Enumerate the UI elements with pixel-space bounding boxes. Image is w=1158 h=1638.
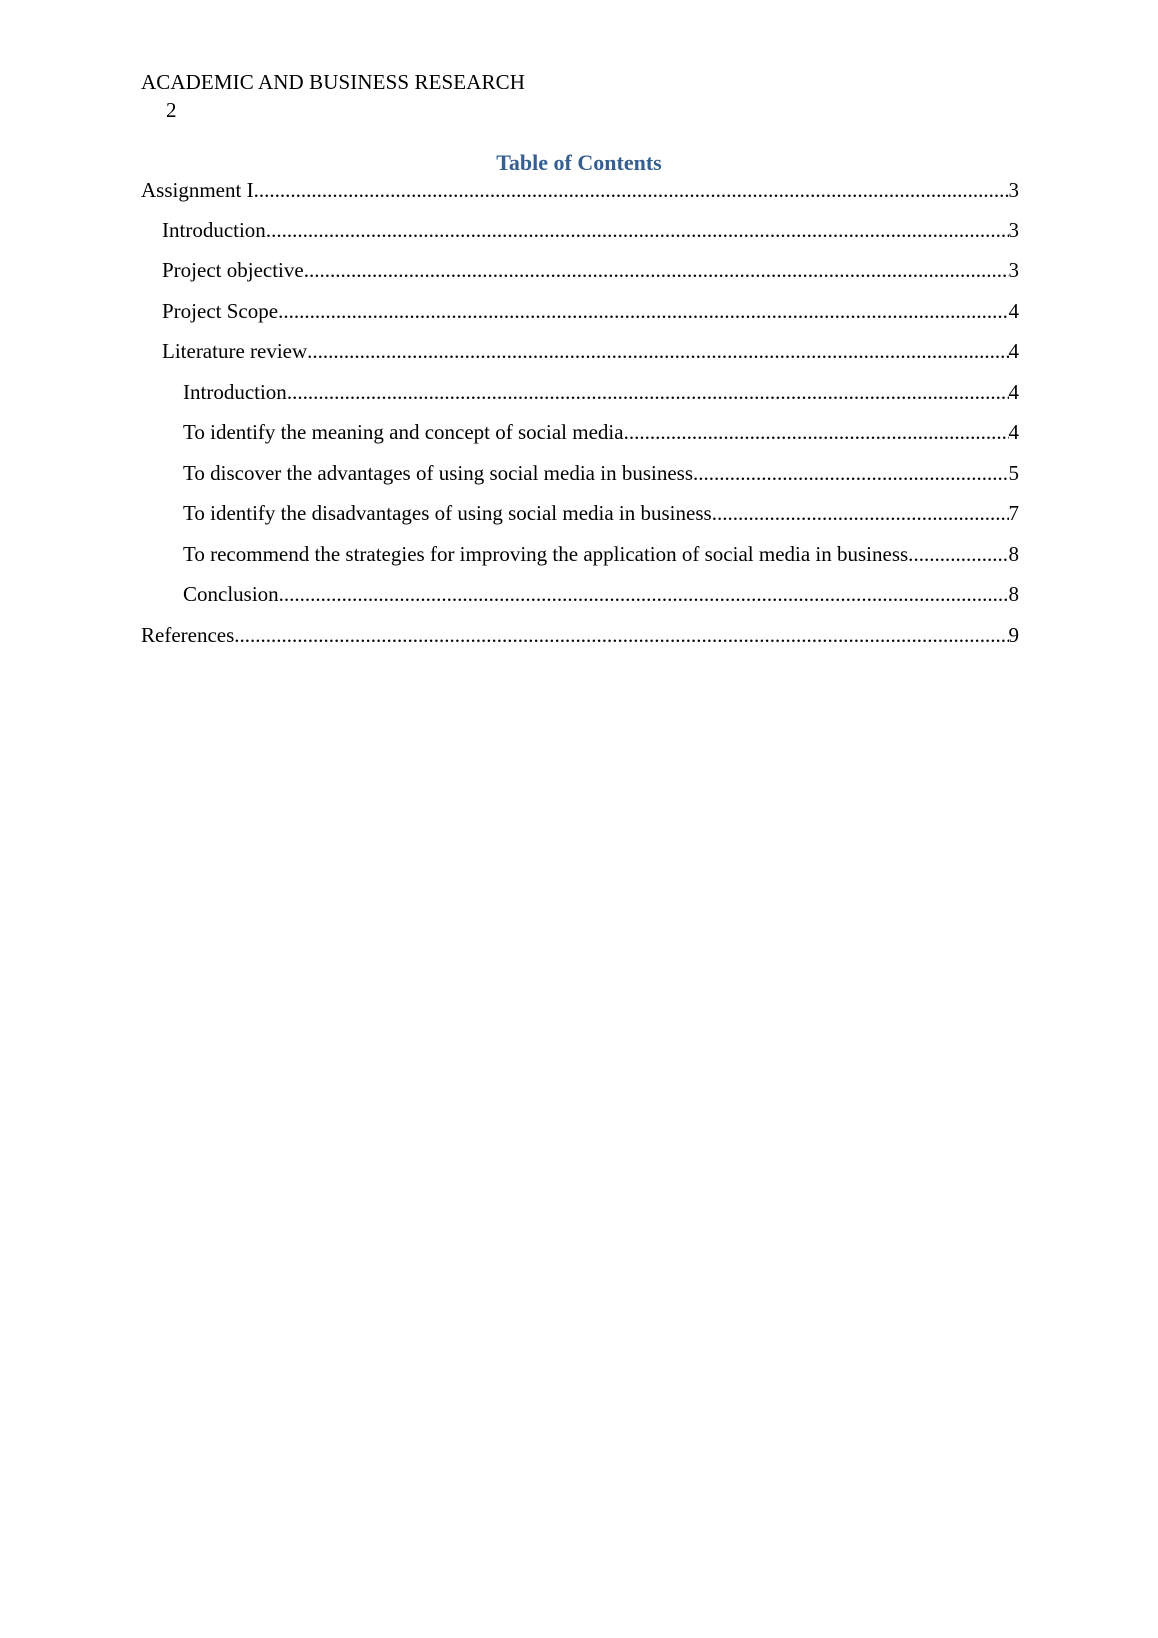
toc-leader-dots	[266, 217, 1009, 243]
toc-entry-advantages[interactable]	[183, 460, 1019, 486]
toc-entry-label: To identify the meaning and concept of social media	[183, 420, 624, 444]
toc-entry-page: 7	[1008, 501, 1019, 525]
running-header-title: ACADEMIC AND BUSINESS RESEARCH	[141, 70, 525, 94]
toc-entry-strategies[interactable]	[183, 541, 1019, 567]
toc-entry-page: 8	[1008, 542, 1019, 566]
toc-leader-dots	[712, 500, 1009, 526]
toc-entry-page: 9	[1008, 623, 1019, 647]
toc-leader-dots	[254, 177, 1009, 203]
toc-entry-label: Project Scope	[162, 299, 279, 323]
toc-entry-disadvantages[interactable]	[183, 500, 1019, 526]
toc-leader-dots	[279, 581, 1009, 607]
toc-entry-page: 3	[1008, 178, 1019, 202]
toc-entry-label: Project objective	[162, 258, 304, 282]
toc-entry-page: 3	[1008, 218, 1019, 242]
toc-entry-lit-introduction[interactable]	[183, 379, 1019, 405]
toc-entry-project-objective[interactable]	[162, 257, 1019, 283]
toc-leader-dots	[913, 541, 1008, 567]
toc-leader-dots	[693, 460, 1009, 486]
toc-entry-introduction[interactable]	[162, 217, 1019, 243]
toc-title: Table of Contents	[496, 150, 662, 175]
toc-leader-dots	[234, 622, 1008, 648]
toc-entry-page: 4	[1008, 420, 1019, 444]
toc-entry-meaning-concept[interactable]	[183, 419, 1019, 445]
toc-entry-references[interactable]	[141, 622, 1019, 648]
toc-leader-dots	[278, 298, 1008, 324]
toc-entry-literature-review[interactable]	[162, 338, 1019, 364]
toc-entry-label: To identify the disadvantages of using social media in business	[183, 501, 712, 525]
toc-leader-dots	[304, 257, 1009, 283]
toc-entry-label: To recommend the strategies for improving the application of social media in business.	[183, 542, 914, 566]
toc-entry-page: 8	[1008, 582, 1019, 606]
toc-entry-page: 5	[1008, 461, 1019, 485]
toc-entry-label: To discover the advantages of using social media in business	[183, 461, 693, 485]
toc-entry-page: 4	[1008, 339, 1019, 363]
toc-entry-label: Assignment I	[141, 178, 254, 202]
toc-leader-dots	[307, 338, 1008, 364]
toc-entry-label: Literature review	[162, 339, 308, 363]
toc-entry-label: Conclusion	[183, 582, 279, 606]
toc-entry-project-scope[interactable]	[162, 298, 1019, 324]
toc-entry-label: Introduction	[162, 218, 266, 242]
toc-entry-page: 3	[1008, 258, 1019, 282]
page-number: 2	[166, 98, 177, 122]
toc-entry-conclusion[interactable]	[183, 581, 1019, 607]
toc-leader-dots	[287, 379, 1009, 405]
toc-entry-assignment-i[interactable]	[141, 177, 1019, 203]
toc-entry-label: References	[141, 623, 235, 647]
toc-entry-label: Introduction	[183, 380, 287, 404]
toc-entry-page: 4	[1008, 380, 1019, 404]
toc-leader-dots	[624, 419, 1009, 445]
toc-entry-page: 4	[1008, 299, 1019, 323]
